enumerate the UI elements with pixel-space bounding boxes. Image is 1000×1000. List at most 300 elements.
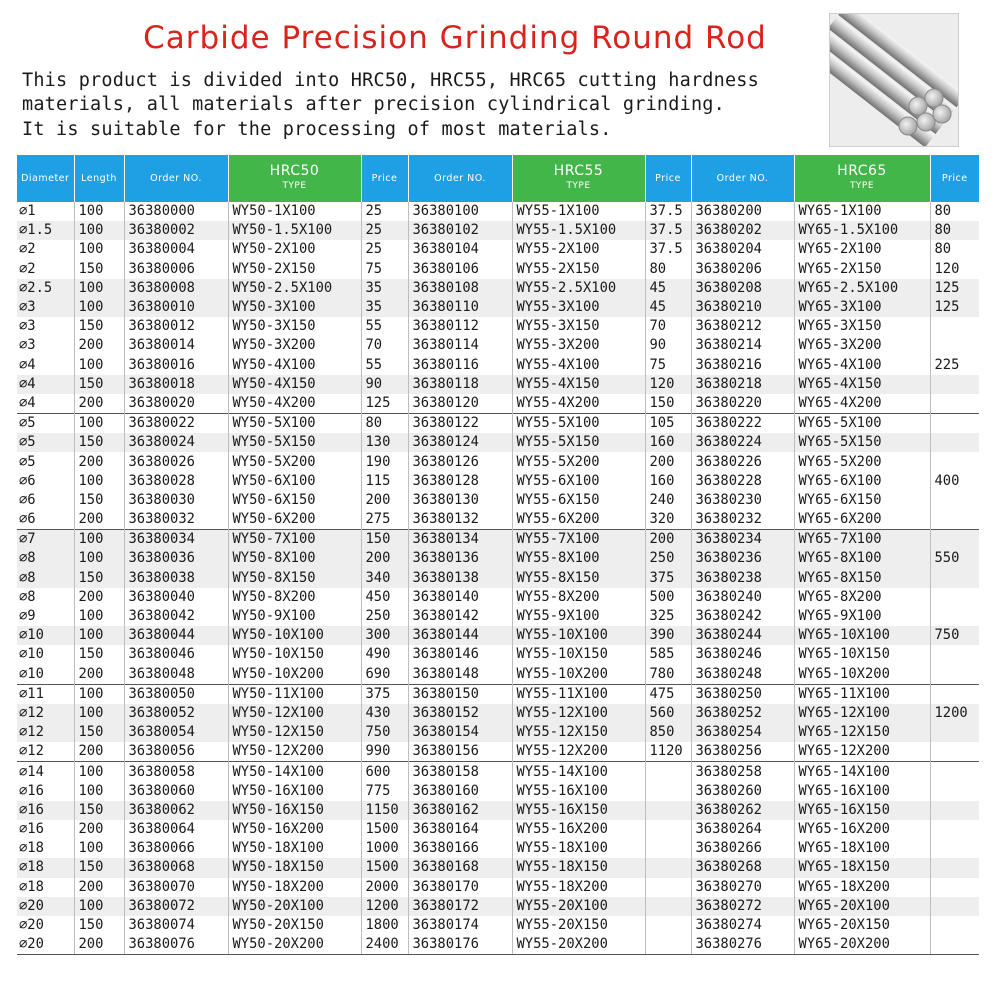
cell-hrc50-price: 2000 (361, 878, 408, 897)
cell-hrc55-order-no: 36380170 (408, 878, 512, 897)
cell-diameter: ⌀3 (19, 337, 36, 354)
cell-hrc65-price: 550 (930, 549, 979, 568)
cell-hrc55-order-no: 36380106 (408, 260, 512, 279)
cell-hrc55-price (645, 935, 691, 955)
cell-hrc50-order-no: 36380068 (124, 858, 228, 877)
cell-hrc65-price: 80 (930, 240, 979, 259)
cell-hrc65-type: WY65-12X100 (794, 704, 930, 723)
cell-hrc50-order-no: 36380004 (124, 240, 228, 259)
cell-hrc55-order-no: 36380172 (408, 897, 512, 916)
cell-hrc50-price: 1800 (361, 916, 408, 935)
cell-diameter: ⌀6 (19, 472, 36, 489)
cell-hrc50-type: WY50-20X200 (228, 935, 361, 955)
cell-hrc55-price: 45 (645, 298, 691, 317)
cell-hrc55-order-no: 36380146 (408, 645, 512, 664)
cell-hrc50-order-no: 36380022 (124, 414, 228, 434)
cell-diameter: ⌀12 (19, 743, 44, 760)
table-row (17, 221, 979, 240)
cell-hrc65-order-no: 36380202 (691, 221, 794, 240)
cell-hrc65-order-no: 36380256 (691, 742, 794, 762)
cell-hrc50-type: WY50-2X100 (228, 240, 361, 259)
cell-hrc50-type: WY50-6X100 (228, 472, 361, 491)
cell-hrc65-type: WY65-5X200 (794, 452, 930, 471)
cell-hrc55-type: WY55-20X200 (512, 935, 645, 955)
cell-length: 200 (74, 452, 124, 471)
cell-hrc50-price: 750 (361, 723, 408, 742)
cell-length: 100 (74, 414, 124, 434)
cell-diameter: ⌀6 (19, 511, 36, 528)
cell-hrc50-price: 340 (361, 569, 408, 588)
cell-hrc50-type: WY50-2.5X100 (228, 279, 361, 298)
cell-hrc50-type: WY50-6X200 (228, 510, 361, 530)
cell-hrc55-type: WY55-4X200 (512, 394, 645, 414)
cell-hrc65-type: WY65-3X100 (794, 298, 930, 317)
cell-length: 150 (74, 260, 124, 279)
cell-hrc55-type: WY55-10X150 (512, 645, 645, 664)
cell-hrc55-price: 37.5 (645, 202, 691, 221)
cell-hrc55-price: 780 (645, 665, 691, 685)
cell-hrc55-price: 160 (645, 472, 691, 491)
cell-length: 100 (74, 704, 124, 723)
cell-hrc50-type: WY50-11X100 (228, 684, 361, 704)
table-row (17, 530, 979, 550)
cell-diameter: ⌀10 (19, 665, 44, 682)
cell-hrc55-type: WY55-10X200 (512, 665, 645, 685)
cell-hrc50-order-no: 36380064 (124, 820, 228, 839)
cell-hrc65-price (930, 530, 979, 550)
cell-hrc50-type: WY50-10X100 (228, 626, 361, 645)
cell-length: 100 (74, 626, 124, 645)
cell-diameter: ⌀10 (17, 626, 74, 645)
cell-hrc65-order-no: 36380200 (691, 202, 794, 221)
description-line: This product is divided into HRC50, HRC55, HRC65 cutting hardness (22, 70, 759, 91)
cell-hrc50-price: 25 (361, 240, 408, 259)
cell-diameter: ⌀14 (17, 762, 74, 782)
cell-hrc65-order-no: 36380260 (691, 782, 794, 801)
header-hrc50: HRC50 (269, 162, 320, 179)
cell-diameter: ⌀3 (19, 318, 36, 335)
cell-hrc50-order-no: 36380054 (124, 723, 228, 742)
cell-hrc65-type: WY65-4X100 (794, 356, 930, 375)
cell-hrc65-price (930, 433, 979, 452)
cell-hrc55-type: WY55-7X100 (512, 530, 645, 550)
cell-hrc55-order-no: 36380120 (408, 394, 512, 414)
cell-length: 200 (74, 665, 124, 685)
cell-hrc55-order-no: 36380166 (408, 839, 512, 858)
cell-hrc65-price (930, 684, 979, 704)
cell-hrc55-type: WY55-20X150 (512, 916, 645, 935)
cell-hrc65-order-no: 36380262 (691, 801, 794, 820)
cell-diameter: ⌀5 (17, 414, 74, 434)
cell-hrc50-order-no: 36380052 (124, 704, 228, 723)
cell-hrc50-type: WY50-5X100 (228, 414, 361, 434)
cell-length: 200 (74, 935, 124, 955)
table-row (17, 762, 979, 782)
cell-diameter: ⌀5 (19, 453, 36, 470)
cell-length: 100 (74, 472, 124, 491)
cell-hrc50-price: 80 (361, 414, 408, 434)
cell-hrc50-type: WY50-4X200 (228, 394, 361, 414)
cell-length: 100 (74, 279, 124, 298)
table-row (17, 394, 979, 414)
cell-hrc50-order-no: 36380048 (124, 665, 228, 685)
header-order-no-hrc55: Order NO. (408, 155, 512, 202)
cell-hrc65-order-no: 36380216 (691, 356, 794, 375)
cell-hrc55-price: 500 (645, 588, 691, 607)
table-row (17, 935, 979, 955)
cell-hrc50-order-no: 36380026 (124, 452, 228, 471)
cell-diameter: ⌀2.5 (17, 279, 74, 298)
cell-hrc50-price: 25 (361, 202, 408, 221)
cell-diameter: ⌀2 (19, 241, 36, 258)
cell-hrc55-type: WY55-3X100 (512, 298, 645, 317)
cell-diameter: ⌀20 (17, 935, 74, 955)
cell-hrc65-type: WY65-6X150 (794, 491, 930, 510)
cell-hrc50-order-no: 36380038 (124, 569, 228, 588)
cell-hrc50-price: 190 (361, 452, 408, 471)
cell-hrc65-price (930, 607, 979, 626)
cell-hrc50-order-no: 36380060 (124, 782, 228, 801)
cell-hrc55-order-no: 36380134 (408, 530, 512, 550)
cell-hrc65-order-no: 36380208 (691, 279, 794, 298)
cell-length: 100 (74, 549, 124, 568)
cell-length: 200 (74, 820, 124, 839)
cell-hrc50-price: 250 (361, 607, 408, 626)
cell-diameter: ⌀9 (19, 608, 36, 625)
cell-hrc50-type: WY50-3X150 (228, 317, 361, 336)
cell-hrc55-type: WY55-6X100 (512, 472, 645, 491)
cell-hrc65-price (930, 336, 979, 355)
cell-hrc50-type: WY50-16X100 (228, 782, 361, 801)
cell-diameter: ⌀11 (17, 684, 74, 704)
cell-hrc50-type: WY50-1.5X100 (228, 221, 361, 240)
cell-hrc65-type: WY65-20X150 (794, 916, 930, 935)
cell-hrc55-order-no: 36380152 (408, 704, 512, 723)
cell-hrc65-order-no: 36380206 (691, 260, 794, 279)
cell-hrc55-type: WY55-18X100 (512, 839, 645, 858)
cell-hrc65-price (930, 916, 979, 935)
cell-length: 150 (74, 723, 124, 742)
cell-hrc50-order-no: 36380034 (124, 530, 228, 550)
table-row (17, 742, 979, 762)
cell-hrc65-type: WY65-5X150 (794, 433, 930, 452)
table-row (17, 356, 979, 375)
cell-hrc65-price: 80 (930, 202, 979, 221)
cell-hrc55-type: WY55-16X200 (512, 820, 645, 839)
cell-hrc50-type: WY50-9X100 (228, 607, 361, 626)
cell-hrc65-type: WY65-8X150 (794, 569, 930, 588)
cell-hrc50-price: 990 (361, 742, 408, 762)
cell-hrc55-price: 70 (645, 317, 691, 336)
cell-hrc50-price: 1500 (361, 858, 408, 877)
cell-hrc65-type: WY65-12X150 (794, 723, 930, 742)
cell-hrc65-price: 400 (930, 472, 979, 491)
cell-hrc55-type: WY55-2X150 (512, 260, 645, 279)
table-row (17, 820, 979, 839)
cell-hrc55-price: 37.5 (645, 221, 691, 240)
cell-hrc65-price (930, 510, 979, 530)
cell-hrc50-type: WY50-8X150 (228, 569, 361, 588)
cell-hrc55-type: WY55-2X100 (512, 240, 645, 259)
cell-hrc65-order-no: 36380214 (691, 336, 794, 355)
cell-hrc55-order-no: 36380174 (408, 916, 512, 935)
cell-hrc65-order-no: 36380276 (691, 935, 794, 955)
cell-length: 100 (74, 839, 124, 858)
cell-hrc50-order-no: 36380042 (124, 607, 228, 626)
cell-hrc55-price: 150 (645, 394, 691, 414)
cell-hrc65-price (930, 801, 979, 820)
cell-hrc50-type: WY50-6X150 (228, 491, 361, 510)
cell-diameter: ⌀20 (19, 917, 44, 934)
header-type-label: TYPE (566, 180, 591, 191)
table-header-row (17, 155, 979, 202)
table-row (17, 452, 979, 471)
cell-hrc55-price: 585 (645, 645, 691, 664)
cell-hrc55-order-no: 36380116 (408, 356, 512, 375)
cell-diameter: ⌀8 (19, 588, 36, 605)
cell-hrc50-price: 600 (361, 762, 408, 782)
table-row (17, 414, 979, 434)
cell-hrc55-type: WY55-5X100 (512, 414, 645, 434)
table-row (17, 878, 979, 897)
cell-hrc55-type: WY55-12X150 (512, 723, 645, 742)
cell-hrc50-price: 1150 (361, 801, 408, 820)
header-hrc65: HRC65 (837, 162, 887, 179)
table-row (17, 510, 979, 530)
cell-hrc50-type: WY50-10X150 (228, 645, 361, 664)
table-row (17, 684, 979, 704)
cell-hrc55-type: WY55-8X100 (512, 549, 645, 568)
cell-hrc65-order-no: 36380204 (691, 240, 794, 259)
cell-hrc50-price: 2400 (361, 935, 408, 955)
cell-diameter: ⌀4 (19, 394, 36, 411)
cell-hrc55-price: 160 (645, 433, 691, 452)
table-row (17, 549, 979, 568)
cell-diameter: ⌀12 (17, 723, 74, 742)
cell-hrc50-price: 200 (361, 549, 408, 568)
cell-length: 100 (74, 684, 124, 704)
table-row (17, 472, 979, 491)
cell-hrc50-order-no: 36380000 (124, 202, 228, 221)
table-row (17, 433, 979, 452)
cell-length: 150 (74, 645, 124, 664)
cell-hrc65-type: WY65-16X150 (794, 801, 930, 820)
cell-hrc55-price (645, 839, 691, 858)
cell-hrc55-order-no: 36380164 (408, 820, 512, 839)
cell-hrc50-type: WY50-20X150 (228, 916, 361, 935)
cell-hrc65-price (930, 414, 979, 434)
cell-hrc55-price: 375 (645, 569, 691, 588)
cell-length: 150 (74, 569, 124, 588)
header-price-hrc55: Price (645, 155, 691, 202)
cell-hrc50-order-no: 36380070 (124, 878, 228, 897)
cell-hrc50-price: 25 (361, 221, 408, 240)
cell-hrc50-type: WY50-1X100 (228, 202, 361, 221)
cell-hrc50-order-no: 36380074 (124, 916, 228, 935)
cell-diameter: ⌀8 (17, 569, 74, 588)
cell-hrc65-order-no: 36380232 (691, 510, 794, 530)
cell-hrc65-type: WY65-18X100 (794, 839, 930, 858)
cell-hrc50-type: WY50-4X150 (228, 375, 361, 394)
cell-hrc50-order-no: 36380050 (124, 684, 228, 704)
cell-hrc50-order-no: 36380010 (124, 298, 228, 317)
cell-hrc55-price (645, 858, 691, 877)
cell-hrc55-type: WY55-18X200 (512, 878, 645, 897)
cell-hrc65-order-no: 36380238 (691, 569, 794, 588)
cell-hrc65-type: WY65-4X150 (794, 375, 930, 394)
cell-hrc50-type: WY50-18X100 (228, 839, 361, 858)
cell-hrc50-type: WY50-18X200 (228, 878, 361, 897)
table-row (17, 801, 979, 820)
cell-hrc65-price (930, 394, 979, 414)
header-hrc55-type (512, 155, 645, 202)
cell-hrc50-price: 70 (361, 336, 408, 355)
carbide-rods-photo (829, 13, 959, 147)
table-row (17, 260, 979, 279)
cell-hrc65-price: 225 (930, 356, 979, 375)
cell-hrc65-order-no: 36380250 (691, 684, 794, 704)
cell-hrc55-order-no: 36380140 (408, 588, 512, 607)
cell-hrc55-price: 200 (645, 530, 691, 550)
cell-length: 150 (74, 317, 124, 336)
table-row (17, 336, 979, 355)
cell-hrc50-price: 125 (361, 394, 408, 414)
cell-hrc65-type: WY65-16X100 (794, 782, 930, 801)
cell-diameter: ⌀10 (19, 646, 44, 663)
cell-hrc65-order-no: 36380270 (691, 878, 794, 897)
cell-hrc65-type: WY65-6X100 (794, 472, 930, 491)
cell-hrc55-price: 105 (645, 414, 691, 434)
cell-hrc65-type: WY65-20X200 (794, 935, 930, 955)
cell-hrc55-order-no: 36380162 (408, 801, 512, 820)
cell-hrc55-price: 325 (645, 607, 691, 626)
cell-hrc55-order-no: 36380108 (408, 279, 512, 298)
cell-hrc65-type: WY65-2.5X100 (794, 279, 930, 298)
cell-hrc55-type: WY55-14X100 (512, 762, 645, 782)
cell-hrc65-type: WY65-10X150 (794, 645, 930, 664)
cell-hrc50-order-no: 36380014 (124, 336, 228, 355)
cell-diameter: ⌀16 (19, 782, 44, 799)
cell-hrc50-order-no: 36380016 (124, 356, 228, 375)
cell-hrc55-type: WY55-18X150 (512, 858, 645, 877)
cell-hrc50-price: 300 (361, 626, 408, 645)
cell-hrc65-order-no: 36380218 (691, 375, 794, 394)
cell-length: 100 (74, 607, 124, 626)
cell-hrc65-order-no: 36380222 (691, 414, 794, 434)
cell-hrc50-order-no: 36380018 (124, 375, 228, 394)
cell-hrc65-order-no: 36380210 (691, 298, 794, 317)
cell-hrc50-type: WY50-12X150 (228, 723, 361, 742)
cell-diameter: ⌀6 (19, 491, 36, 508)
cell-hrc65-price (930, 820, 979, 839)
cell-hrc50-order-no: 36380002 (124, 221, 228, 240)
cell-hrc50-price: 1200 (361, 897, 408, 916)
cell-hrc50-price: 130 (361, 433, 408, 452)
cell-length: 150 (74, 433, 124, 452)
cell-hrc55-order-no: 36380126 (408, 452, 512, 471)
cell-hrc65-price (930, 375, 979, 394)
cell-hrc55-type: WY55-16X150 (512, 801, 645, 820)
cell-hrc55-price: 240 (645, 491, 691, 510)
cell-hrc50-type: WY50-16X200 (228, 820, 361, 839)
cell-hrc50-type: WY50-4X100 (228, 356, 361, 375)
cell-hrc55-type: WY55-1X100 (512, 202, 645, 221)
table-row (17, 240, 979, 259)
cell-hrc55-price: 1120 (645, 742, 691, 762)
table-row (17, 588, 979, 607)
header-hrc55: HRC55 (553, 162, 604, 179)
cell-hrc65-type: WY65-6X200 (794, 510, 930, 530)
cell-hrc50-price: 1500 (361, 820, 408, 839)
cell-hrc65-order-no: 36380248 (691, 665, 794, 685)
cell-hrc65-order-no: 36380268 (691, 858, 794, 877)
table-row (17, 491, 979, 510)
cell-hrc55-type: WY55-2.5X100 (512, 279, 645, 298)
cell-hrc65-price (930, 645, 979, 664)
cell-hrc65-type: WY65-4X200 (794, 394, 930, 414)
cell-hrc65-type: WY65-12X200 (794, 742, 930, 762)
cell-hrc65-type: WY65-3X200 (794, 336, 930, 355)
cell-hrc50-type: WY50-8X100 (228, 549, 361, 568)
cell-hrc55-price: 45 (645, 279, 691, 298)
cell-hrc65-price (930, 878, 979, 897)
cell-length: 100 (74, 221, 124, 240)
table-row (17, 645, 979, 664)
cell-hrc55-order-no: 36380138 (408, 569, 512, 588)
table-row (17, 858, 979, 877)
cell-hrc55-price (645, 820, 691, 839)
cell-hrc50-order-no: 36380024 (124, 433, 228, 452)
cell-hrc65-type: WY65-2X150 (794, 260, 930, 279)
cell-hrc55-type: WY55-3X150 (512, 317, 645, 336)
cell-hrc55-order-no: 36380160 (408, 782, 512, 801)
cell-hrc55-order-no: 36380130 (408, 491, 512, 510)
cell-hrc50-type: WY50-16X150 (228, 801, 361, 820)
table-row (17, 375, 979, 394)
cell-hrc65-price (930, 858, 979, 877)
cell-hrc50-order-no: 36380058 (124, 762, 228, 782)
cell-length: 100 (74, 298, 124, 317)
cell-hrc65-type: WY65-8X200 (794, 588, 930, 607)
cell-hrc65-type: WY65-7X100 (794, 530, 930, 550)
header-diameter: Diameter (17, 155, 74, 202)
table-row (17, 704, 979, 723)
cell-hrc55-price (645, 762, 691, 782)
cell-hrc65-order-no: 36380244 (691, 626, 794, 645)
cell-hrc50-order-no: 36380036 (124, 549, 228, 568)
cell-hrc50-type: WY50-12X200 (228, 742, 361, 762)
cell-length: 200 (74, 336, 124, 355)
cell-hrc55-price: 200 (645, 452, 691, 471)
cell-hrc65-price (930, 935, 979, 955)
table-row (17, 723, 979, 742)
cell-hrc55-type: WY55-5X150 (512, 433, 645, 452)
cell-hrc55-type: WY55-4X150 (512, 375, 645, 394)
table-row (17, 202, 979, 221)
cell-hrc50-order-no: 36380028 (124, 472, 228, 491)
cell-hrc55-price (645, 782, 691, 801)
cell-hrc65-price (930, 782, 979, 801)
cell-length: 100 (74, 356, 124, 375)
cell-hrc65-order-no: 36380266 (691, 839, 794, 858)
cell-hrc50-type: WY50-3X200 (228, 336, 361, 355)
cell-hrc55-price: 390 (645, 626, 691, 645)
cell-hrc65-type: WY65-11X100 (794, 684, 930, 704)
cell-diameter: ⌀3 (17, 298, 74, 317)
cell-length: 100 (74, 782, 124, 801)
table-row (17, 897, 979, 916)
cell-hrc65-price: 125 (930, 279, 979, 298)
